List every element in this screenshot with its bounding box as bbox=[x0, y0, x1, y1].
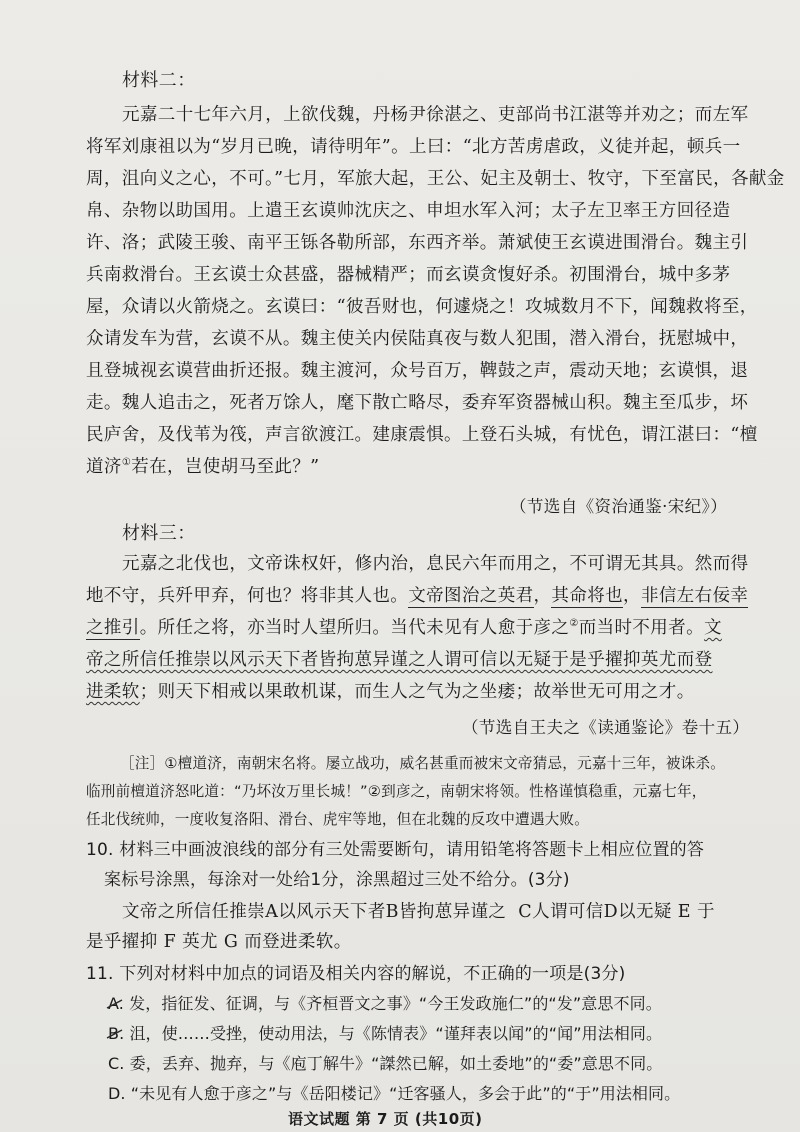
footnote-marker-2: ② bbox=[569, 618, 579, 630]
material2-line: 周，沮向义之心，不可。”七月，军旅大起，王公、妃主及朝士、牧守，下至富民，各献金 bbox=[86, 169, 785, 189]
underlined-phrase: 非信左右佞幸 bbox=[640, 586, 749, 606]
material3-line: 进柔软；则天下相戒以果敢机谋，而生人之气为之坐痿；故举世无可用之才。 bbox=[86, 682, 695, 702]
wavy-underlined-text: 帝之所信任推崇以风示天下者皆拘葸异谨之人谓可信以无疑于是乎擢抑英尤而登 bbox=[86, 650, 713, 670]
material2-line: 民庐舍，及伐苇为筏，声言欲渡江。建康震惧。上登石头城，有忧色，谓江湛曰：“檀 bbox=[86, 425, 758, 445]
break-option-c[interactable]: C bbox=[518, 902, 533, 922]
underlined-phrase: 其命将也 bbox=[551, 586, 624, 606]
note-line: 临刑前檀道济怒叱道：“乃坏汝万里长城！”②到彦之，南朝宋将领。性格谨慎稳重，元嘉七年， bbox=[86, 783, 707, 800]
material2-source: （节选自《资治通鉴·宋纪》） bbox=[510, 497, 728, 516]
break-option-d[interactable]: D bbox=[603, 902, 619, 922]
material2-line: 走。魏人追击之，死者万馀人，麾下散亡略尽，委弃军资器械山积。魏主至瓜步，坏 bbox=[86, 393, 749, 413]
material2-line: 兵南救滑台。王玄谟士众甚盛，器械精严；而玄谟贪愎好杀。初围滑台，城中多茅 bbox=[86, 265, 731, 285]
note-line: 任北伐统帅，一度收复洛阳、滑台、虎牢等地，但在北魏的反攻中遭遇大败。 bbox=[86, 811, 589, 828]
break-option-g[interactable]: G bbox=[223, 932, 239, 952]
material3-heading: 材料三： bbox=[122, 523, 196, 544]
material2-line-last: 道济①若在，岂使胡马至此？” bbox=[86, 457, 320, 477]
question-10-stem: 10. 材料三中画波浪线的部分有三处需要断句，请用铅笔将答题卡上相应位置的答 bbox=[86, 840, 705, 860]
material3-line: 之推引。所任之将，亦当时人望所归。当代未见有人愈于彦之②而当时不用者。文 bbox=[86, 618, 722, 638]
underlined-phrase: 文帝图治之英君 bbox=[408, 586, 534, 606]
question-10-sentence: 文帝之所信任推崇A以风示天下者B皆拘葸异谨之 C人谓可信D以无疑 E 于 bbox=[122, 902, 715, 922]
underlined-phrase: 之推引 bbox=[86, 618, 140, 638]
break-option-a[interactable]: A bbox=[265, 902, 279, 922]
answer-option-c[interactable]: C. 委，丢弃、抛弃，与《庖丁解牛》“謋然已解，如土委地”的“委”意思不同。 bbox=[108, 1054, 663, 1073]
page-footer: 语文试题 第 7 页 (共10页) bbox=[288, 1110, 483, 1128]
question-10-stem: 案标号涂黑，每涂对一处给1分，涂黑超过三处不给分。(3分) bbox=[104, 870, 570, 890]
pen-strike-marks bbox=[104, 996, 130, 1048]
answer-option-a[interactable]: A. 发，指征发、征调，与《齐桓晋文之事》“今王发政施仁”的“发”意思不同。 bbox=[108, 994, 662, 1013]
material2-line: 屋，众请以火箭烧之。玄谟曰：“彼吾财也，何遽烧之！攻城数月不下，闻魏救将至， bbox=[86, 297, 758, 317]
break-option-f[interactable]: F bbox=[163, 932, 177, 952]
material2-line: 众请发车为营，玄谟不从。魏主使关内侯陆真夜与数人犯围，潜入滑台，抚慰城中， bbox=[86, 329, 749, 349]
material2-line: 帛、杂物以助国用。上遣王玄谟帅沈庆之、申坦水军入河；太子左卫率王方回径造 bbox=[86, 201, 731, 221]
note-line: ［注］①檀道济，南朝宋名将。屡立战功，威名甚重而被宋文帝猜忌，元嘉十三年，被诛杀。 bbox=[120, 755, 726, 772]
material2-line: 元嘉二十七年六月，上欲伐魏，丹杨尹徐湛之、吏部尚书江湛等并劝之；而左军 bbox=[122, 105, 749, 125]
wavy-underlined-text: 进柔软 bbox=[86, 682, 140, 702]
question-11-stem: 11. 下列对材料中加点的词语及相关内容的解说，不正确的一项是(3分) bbox=[86, 964, 626, 984]
material2-line: 将军刘康祖以为“岁月已晚，请待明年”。上曰：“北方苦虏虐政，义徒并起，顿兵一 bbox=[86, 137, 741, 157]
material2-line: 许、洛；武陵王骏、南平王铄各勒所部，东西齐举。萧斌使王玄谟进围滑台。魏主引 bbox=[86, 233, 749, 253]
footnote-marker-1: ① bbox=[121, 457, 132, 469]
material2-heading: 材料二： bbox=[122, 70, 196, 91]
wavy-underlined-text: 文 bbox=[704, 618, 722, 638]
answer-option-b[interactable]: B. 沮，使……受挫，使动用法，与《陈情表》“谨拜表以闻”的“闻”用法相同。 bbox=[108, 1024, 663, 1043]
material3-source: （节选自王夫之《读通鉴论》卷十五） bbox=[462, 718, 750, 737]
break-option-e[interactable]: E bbox=[677, 902, 691, 922]
break-option-b[interactable]: B bbox=[385, 902, 399, 922]
page-total: (共10页) bbox=[414, 1110, 483, 1128]
material2-line: 且登城视玄谟营曲折还报。魏主渡河，众号百万，鞞鼓之声，震动天地；玄谟惧，退 bbox=[86, 361, 749, 381]
answer-option-d[interactable]: D. “未见有人愈于彦之”与《岳阳楼记》“迁客骚人，多会于此”的“于”用法相同。 bbox=[108, 1084, 681, 1103]
material3-line: 元嘉之北伐也，文帝诛权奸，修内治，息民六年而用之，不可谓无其具。然而得 bbox=[122, 554, 749, 574]
page-number: 7 bbox=[377, 1110, 388, 1128]
question-10-sentence: 是乎擢抑 F 英尤 G 而登进柔软。 bbox=[86, 932, 352, 952]
material3-line bbox=[86, 649, 713, 671]
material3-line: 地不守，兵歼甲弃，何也？将非其人也。文帝图治之英君，其命将也，非信左右佞幸 bbox=[86, 586, 749, 606]
